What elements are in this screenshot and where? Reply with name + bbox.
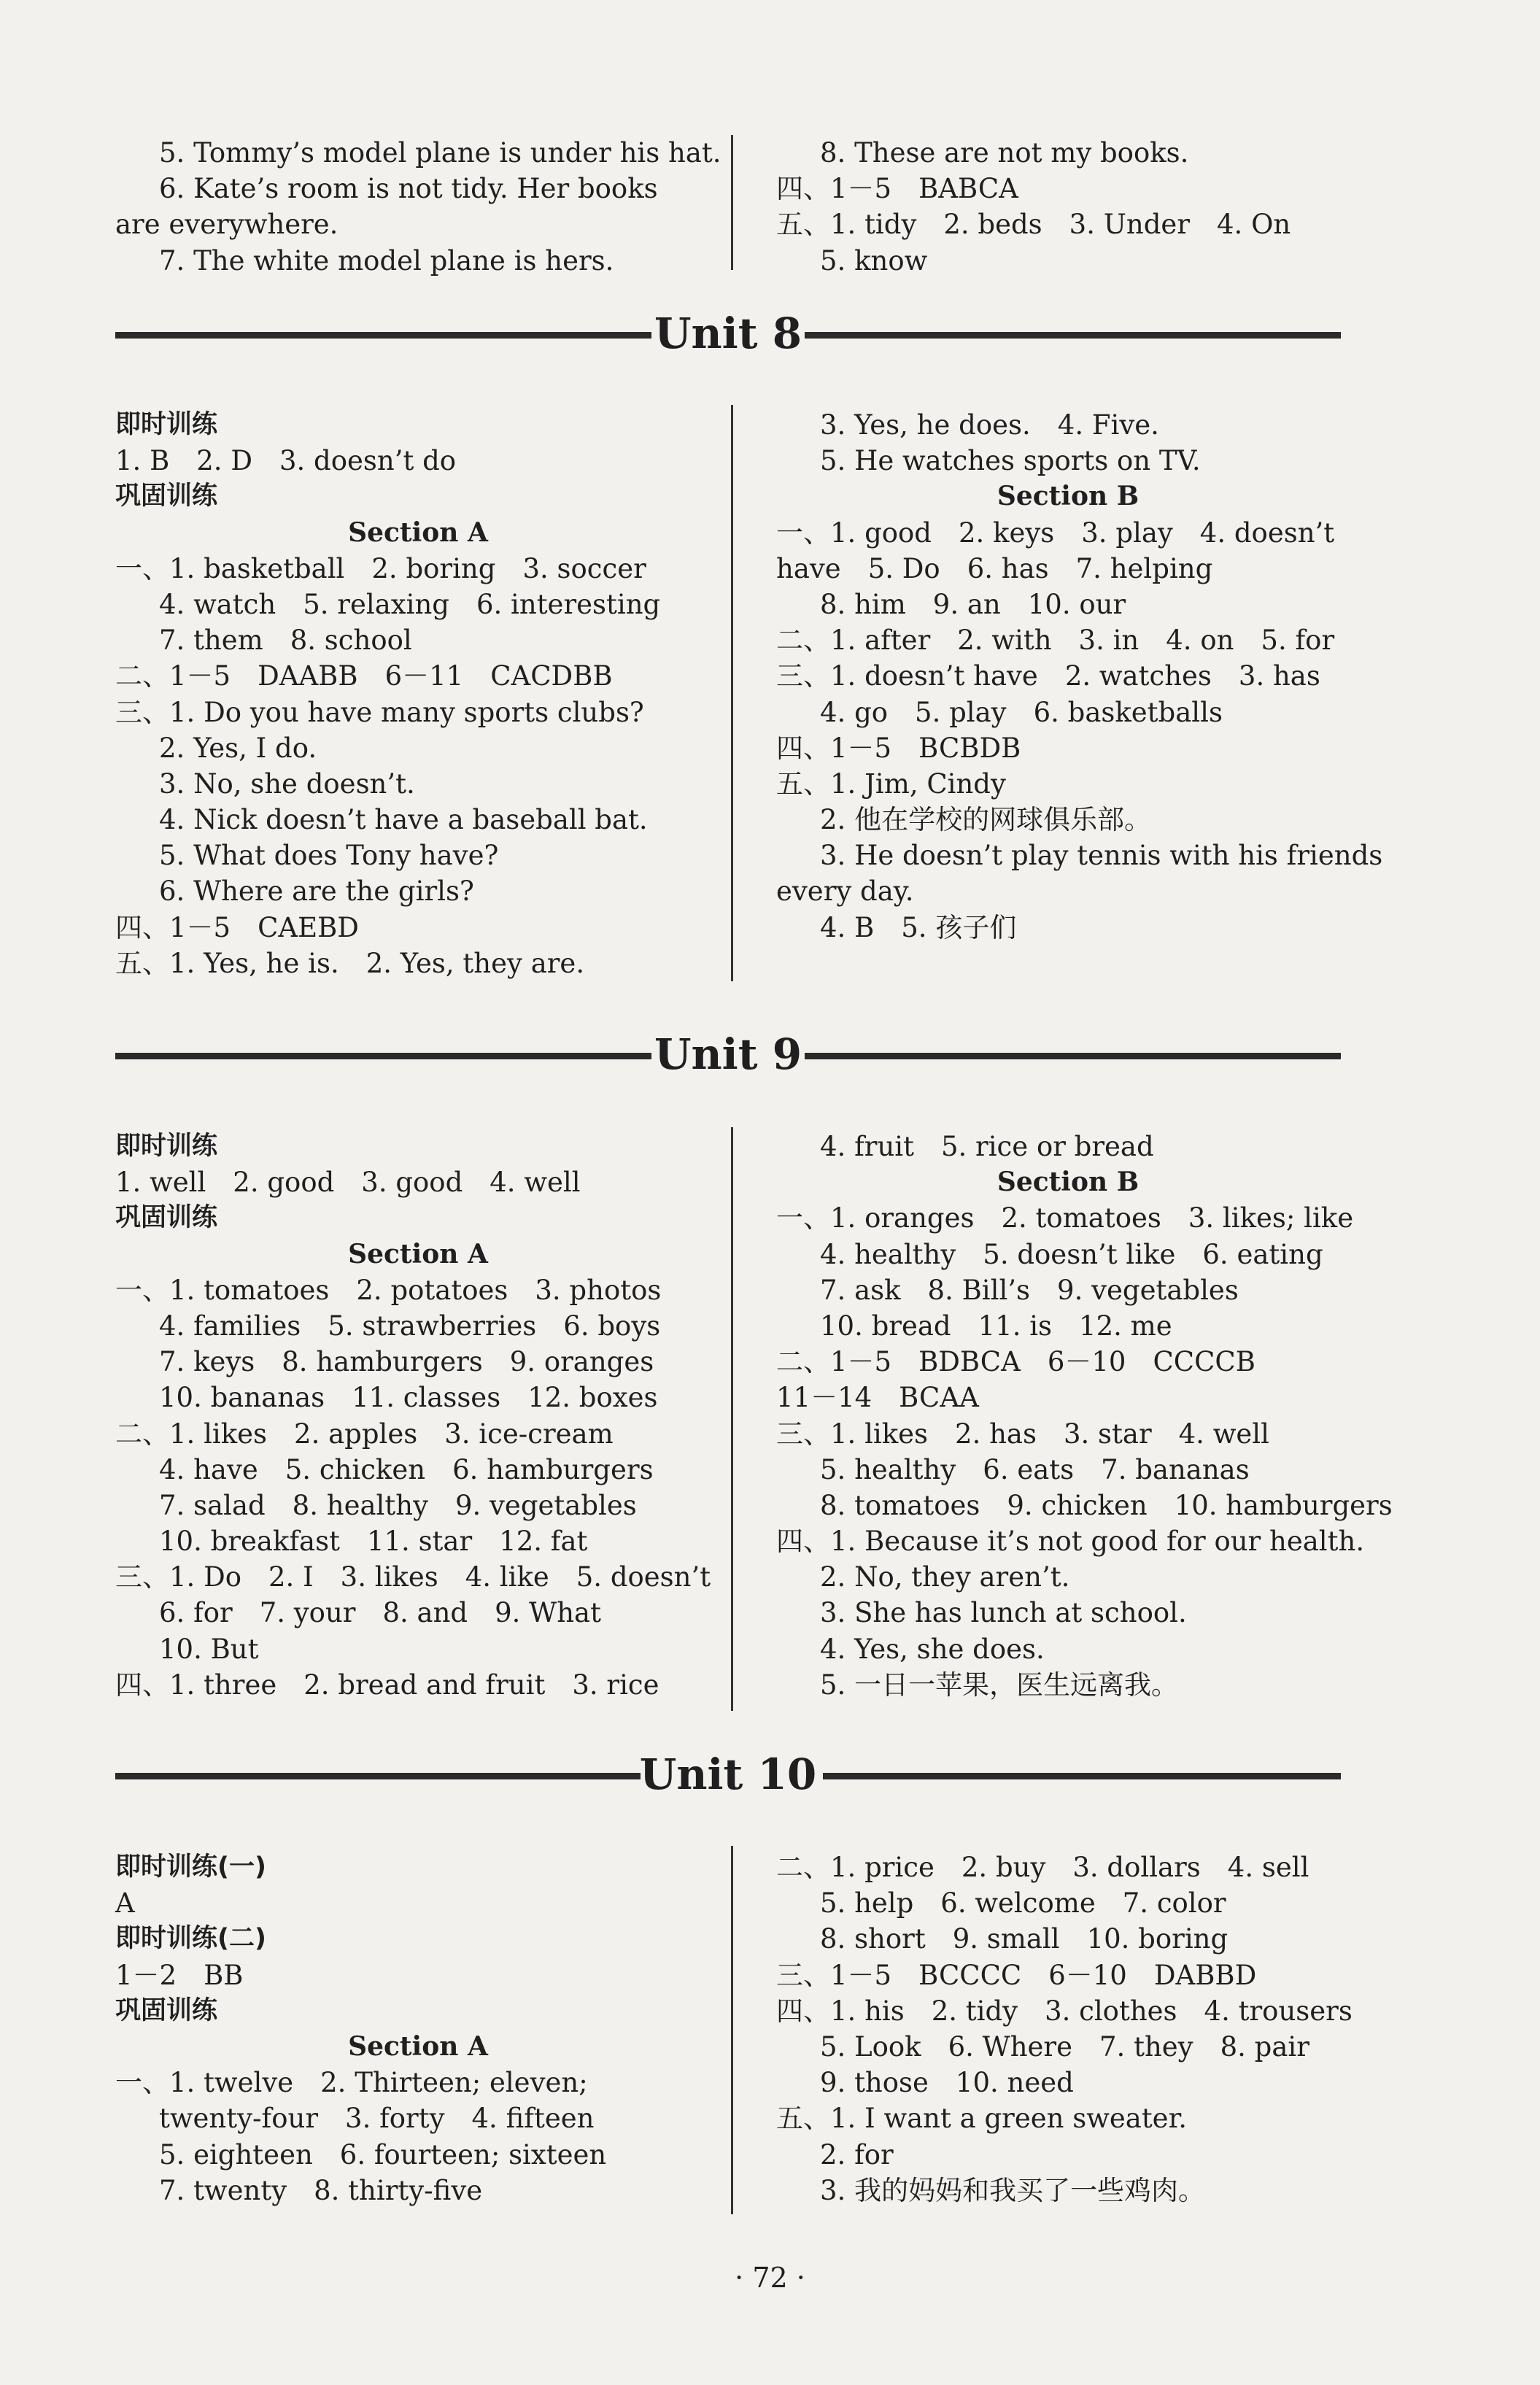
answer-line: 五、1. Yes, he is. 2. Yes, they are. — [115, 947, 585, 979]
section-title: Section B — [997, 1167, 1139, 1198]
answer-line: 4. B 5. 孩子们 — [820, 911, 1017, 943]
unit-9-header — [115, 1031, 1341, 1082]
header-rule — [805, 332, 1341, 339]
answer-line: 4. Yes, she does. — [820, 1633, 1045, 1665]
answer-line: 五、1. Jim, Cindy — [776, 768, 1006, 800]
answer-line: 8. tomatoes 9. chicken 10. hamburgers — [820, 1489, 1393, 1521]
column-divider — [731, 135, 733, 270]
answer-line: 二、1. price 2. buy 3. dollars 4. sell — [776, 1852, 1309, 1883]
section-heading: 巩固训练 — [115, 1203, 218, 1233]
unit-title: Unit 9 — [654, 1029, 802, 1079]
answer-line: 3. She has lunch at school. — [820, 1597, 1187, 1629]
answer-line: twenty-four 3. forty 4. fifteen — [159, 2103, 595, 2135]
answer-line: 6. Where are the girls? — [159, 875, 474, 908]
answer-line: 一、1. good 2. keys 3. play 4. doesn’t — [776, 517, 1335, 549]
section-heading: 即时训练 — [115, 1132, 218, 1161]
answer-line: 四、1. three 2. bread and fruit 3. rice — [115, 1669, 659, 1701]
answer-line: 3. No, she doesn’t. — [159, 768, 415, 800]
answer-line: 3. Yes, he does. 4. Five. — [820, 409, 1159, 441]
header-rule — [805, 1053, 1341, 1059]
section-title: Section A — [348, 1238, 488, 1269]
answer-line: 7. ask 8. Bill’s 9. vegetables — [820, 1274, 1239, 1306]
unit-10-right-column — [776, 1849, 1360, 2208]
answer-line: 3. He doesn’t play tennis with his friends — [820, 840, 1383, 872]
unit-8-left-column — [115, 407, 721, 981]
answer-line: 四、1. Because it’s not good for our health. — [776, 1526, 1365, 1558]
unit-8-right-column — [776, 407, 1383, 946]
answer-line: are everywhere. — [115, 209, 338, 241]
answer-line: 5. eighteen 6. fourteen; sixteen — [159, 2138, 607, 2171]
answer-line: 8. These are not my books. — [820, 137, 1189, 169]
answer-line: 三、1. doesn’t have 2. watches 3. has — [776, 660, 1320, 692]
answer-line: 4. have 5. chicken 6. hamburgers — [159, 1453, 654, 1485]
unit-9-right-column — [776, 1129, 1393, 1703]
section-title: Section A — [348, 2030, 488, 2062]
answer-line: 三、1－5 BCCCC 6－10 DABBD — [776, 1959, 1257, 1991]
answer-line: 5. know — [820, 244, 928, 277]
answer-line: 8. him 9. an 10. our — [820, 588, 1126, 620]
answer-line: 三、1. likes 2. has 3. star 4. well — [776, 1418, 1269, 1450]
answer-line: 11－14 BCAA — [776, 1382, 979, 1414]
unit-9-left-column — [115, 1129, 721, 1703]
section-heading: 巩固训练 — [115, 482, 218, 511]
answer-line: 三、1. Do 2. I 3. likes 4. like 5. doesn’t — [115, 1561, 711, 1593]
answer-line: 4. healthy 5. doesn’t like 6. eating — [820, 1238, 1323, 1270]
unit-10-left-column — [115, 1849, 721, 2208]
answer-line: 二、1－5 DAABB 6－11 CACDBB — [115, 660, 613, 692]
answer-line: 1. B 2. D 3. doesn’t do — [115, 445, 457, 477]
top-right-column — [776, 135, 1360, 279]
answer-line: 10. bread 11. is 12. me — [820, 1310, 1172, 1342]
section-heading: 即时训练(一) — [115, 1852, 266, 1882]
answer-line: 2. 他在学校的网球俱乐部。 — [820, 804, 1152, 836]
answer-line: 5. He watches sports on TV. — [820, 445, 1201, 477]
column-divider — [731, 405, 733, 981]
answer-line: 4. watch 5. relaxing 6. interesting — [159, 588, 661, 620]
unit-8-header — [115, 310, 1341, 361]
unit-10-header — [115, 1751, 1341, 1802]
top-left-column — [115, 135, 721, 279]
section-heading: 即时训练 — [115, 410, 218, 439]
answer-line: 7. them 8. school — [159, 625, 412, 657]
header-rule — [823, 1773, 1341, 1779]
answer-line: 2. for — [820, 2138, 894, 2171]
answer-line: 9. those 10. need — [820, 2067, 1074, 2099]
answer-line: 二、1. after 2. with 3. in 4. on 5. for — [776, 625, 1335, 657]
answer-line: 4. go 5. play 6. basketballs — [820, 696, 1223, 728]
answer-line: 五、1. I want a green sweater. — [776, 2103, 1187, 2135]
answer-line: 5. 一日一苹果，医生远离我。 — [820, 1669, 1179, 1701]
answer-line: 7. salad 8. healthy 9. vegetables — [159, 1489, 637, 1521]
answer-line: A — [115, 1887, 135, 1920]
answer-line: 5. Look 6. Where 7. they 8. pair — [820, 2030, 1309, 2063]
answer-line: 二、1. likes 2. apples 3. ice-cream — [115, 1418, 614, 1450]
answer-line: 5. What does Tony have? — [159, 840, 499, 872]
answer-line: 二、1－5 BDBCA 6－10 CCCCB — [776, 1346, 1255, 1378]
answer-line: 四、1. his 2. tidy 3. clothes 4. trousers — [776, 1995, 1353, 2027]
answer-line: 5. help 6. welcome 7. color — [820, 1887, 1226, 1920]
answer-line: 一、1. twelve 2. Thirteen; eleven; — [115, 2067, 588, 2099]
column-divider — [731, 1846, 733, 2214]
answer-line: 10. breakfast 11. star 12. fat — [159, 1526, 588, 1558]
answer-line: 3. 我的妈妈和我买了一些鸡肉。 — [820, 2174, 1206, 2206]
answer-line: 三、1. Do you have many sports clubs? — [115, 696, 644, 728]
unit-title: Unit 10 — [639, 1750, 817, 1799]
answer-line: every day. — [776, 875, 914, 908]
answer-line: 8. short 9. small 10. boring — [820, 1923, 1228, 1955]
answer-line: 1－2 BB — [115, 1959, 244, 1991]
section-heading: 即时训练(二) — [115, 1924, 266, 1954]
answer-line: 4. families 5. strawberries 6. boys — [159, 1310, 661, 1342]
section-title: Section A — [348, 517, 488, 548]
column-divider — [731, 1127, 733, 1711]
answer-line: 6. for 7. your 8. and 9. What — [159, 1597, 601, 1629]
answer-line: 10. But — [159, 1633, 259, 1665]
page-number: · 72 · — [735, 2262, 805, 2294]
unit-title: Unit 8 — [654, 309, 802, 358]
answer-line: 2. No, they aren’t. — [820, 1561, 1070, 1593]
answer-line: 一、1. tomatoes 2. potatoes 3. photos — [115, 1274, 662, 1306]
answer-line: 5. Tommy’s model plane is under his hat. — [159, 137, 721, 169]
answer-line: 五、1. tidy 2. beds 3. Under 4. On — [776, 209, 1291, 241]
answer-line: 6. Kate’s room is not tidy. Her books — [159, 173, 658, 205]
answer-line: 4. fruit 5. rice or bread — [820, 1131, 1154, 1162]
answer-line: 一、1. basketball 2. boring 3. soccer — [115, 552, 646, 584]
answer-line: 四、1－5 BABCA — [776, 173, 1018, 205]
answer-line: 四、1－5 CAEBD — [115, 911, 359, 943]
answer-line: 7. keys 8. hamburgers 9. oranges — [159, 1346, 654, 1378]
answer-line: 10. bananas 11. classes 12. boxes — [159, 1382, 658, 1414]
answer-line: have 5. Do 6. has 7. helping — [776, 552, 1213, 584]
answer-line: 5. healthy 6. eats 7. bananas — [820, 1453, 1250, 1485]
answer-line: 一、1. oranges 2. tomatoes 3. likes; like — [776, 1202, 1354, 1234]
answer-line: 1. well 2. good 3. good 4. well — [115, 1167, 581, 1199]
answer-line: 四、1－5 BCBDB — [776, 732, 1021, 764]
answer-line: 4. Nick doesn’t have a baseball bat. — [159, 804, 648, 836]
section-heading: 巩固训练 — [115, 1995, 218, 2025]
answer-line: 2. Yes, I do. — [159, 732, 317, 764]
answer-line: 7. The white model plane is hers. — [159, 244, 614, 277]
answer-line: 7. twenty 8. thirty-five — [159, 2174, 483, 2206]
section-title: Section B — [997, 481, 1139, 512]
